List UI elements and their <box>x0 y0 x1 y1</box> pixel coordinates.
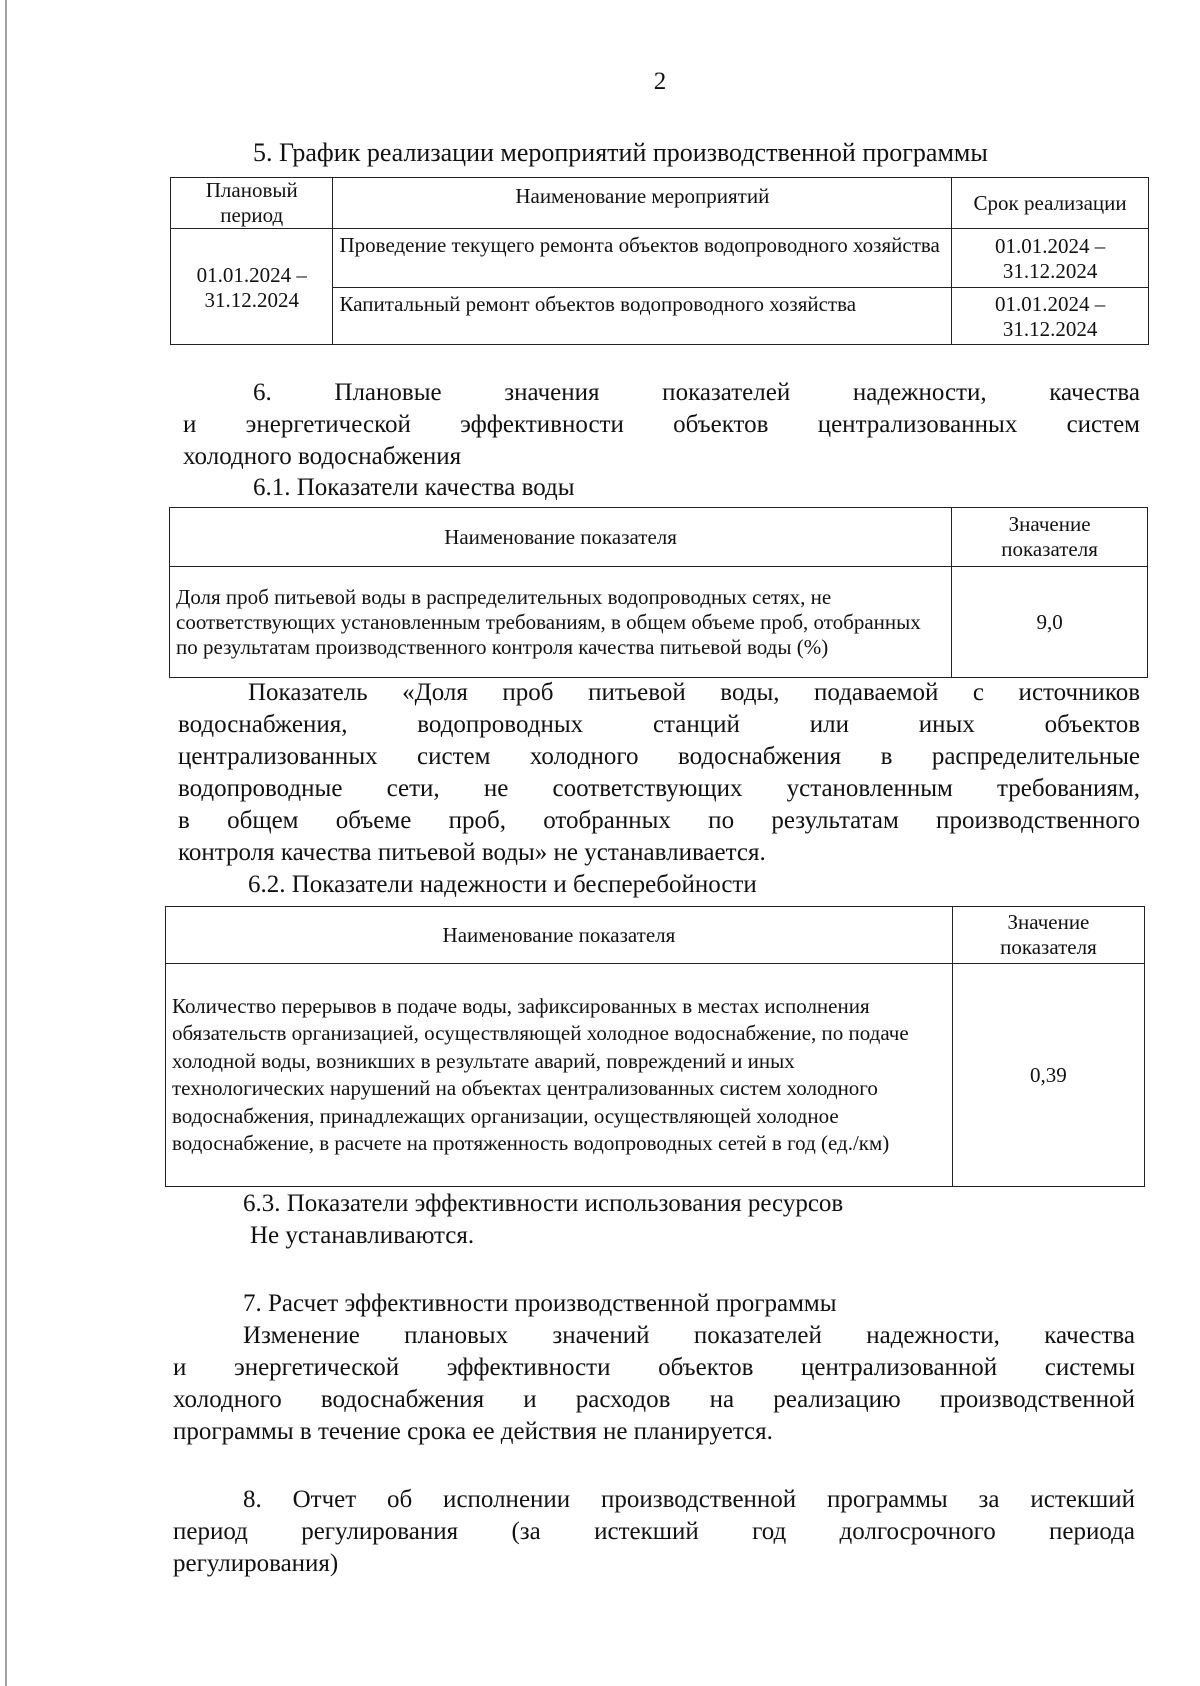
section8-line2: период регулирования (за истекший год долгосрочного периода <box>173 1518 1135 1545</box>
section7-line4: программы в течение срока ее действия не планируется. <box>173 1418 773 1445</box>
quality-table-header <box>170 508 1148 567</box>
reliability-table <box>165 906 1145 1187</box>
section63-text: Не устанавливаются. <box>250 1222 475 1249</box>
term-cell: 01.01.2024 – 31.12.2024 <box>952 288 1149 345</box>
section7-line3: холодного водоснабжения и расходов на реализацию производственной <box>173 1386 1135 1413</box>
header-period: Плановый период <box>171 178 333 229</box>
s61-note-line3: централизованных систем холодного водоснабжения в распределительные <box>178 743 1140 770</box>
s61-note-line1: Показатель «Доля проб питьевой воды, подаваемой с источников <box>248 679 1140 706</box>
quality-table <box>169 507 1148 678</box>
section6-title-line3: холодного водоснабжения <box>183 443 462 470</box>
section8-line1: 8. Отчет об исполнении производственной программы за истекший <box>243 1486 1135 1513</box>
table-row <box>166 964 1145 1187</box>
section7-line1: Изменение плановых значений показателей надежности, качества <box>243 1322 1135 1349</box>
event-cell: Проведение текущего ремонта объектов водопроводного хозяйства <box>333 229 952 288</box>
indicator-name-cell: Количество перерывов в подаче воды, зафиксированных в местах исполнения обязательств организацией, осуществляющей холодное водоснабжение, по подаче холодной воды, возникших в результате аварий, повреждений и иных технологических нарушений на объектах централизованных систем холодного водоснабжения, принадлежащих организации, осуществляющей холодное водоснабжение, в расчете на протяженность водопроводных сетей в год (ед./км) <box>166 964 953 1187</box>
section62-title: 6.2. Показатели надежности и бесперебойности <box>248 871 757 898</box>
section8-line3: регулирования) <box>173 1550 339 1577</box>
indicator-name-cell: Доля проб питьевой воды в распределительных водопроводных сетях, не соответствующих установленным требованиям, в общем объеме проб, отобранных по результатам производственного контроля качества питьевой воды (%) <box>170 567 952 678</box>
table-row <box>171 229 1149 288</box>
page-number: 2 <box>653 68 667 95</box>
header-indicator-value: Значение показателя <box>952 907 1144 964</box>
event-cell <box>333 288 952 345</box>
event-cell-text: Капитальный ремонт объектов водопроводного хозяйства <box>339 292 857 316</box>
section6-title-line2: и энергетической эффективности объектов централизованных систем <box>183 411 1140 438</box>
s61-note-line6: контроля качества питьевой воды» не устанавливается. <box>178 839 766 866</box>
section6-title-line1: 6. Плановые значения показателей надежности, качества <box>253 379 1140 406</box>
indicator-value-cell: 0,39 <box>952 964 1144 1187</box>
s61-note-line5: в общем объеме проб, отобранных по результатам производственного <box>178 807 1140 834</box>
s61-note-line2: водоснабжения, водопроводных станций или иных объектов <box>178 711 1140 738</box>
section5-title: 5. График реализации мероприятий производственной программы <box>253 138 988 167</box>
header-indicator-name: Наименование показателя <box>170 508 952 567</box>
reliability-table-header <box>166 907 1145 964</box>
header-term: Срок реализации <box>952 178 1149 229</box>
term-cell: 01.01.2024 – 31.12.2024 <box>952 229 1149 288</box>
section61-title: 6.1. Показатели качества воды <box>253 474 575 501</box>
header-indicator-value: Значение показателя <box>952 508 1148 567</box>
header-event: Наименование мероприятий <box>333 178 952 229</box>
header-indicator-name: Наименование показателя <box>166 907 953 964</box>
section7-line2: и энергетической эффективности объектов централизованной системы <box>173 1354 1135 1381</box>
section7-title: 7. Расчет эффективности производственной программы <box>243 1290 837 1317</box>
period-cell: 01.01.2024 – 31.12.2024 <box>171 229 333 345</box>
schedule-table <box>170 177 1149 345</box>
indicator-value-cell: 9,0 <box>952 567 1148 678</box>
schedule-table-header <box>171 178 1149 229</box>
section63-title: 6.3. Показатели эффективности использования ресурсов <box>243 1190 844 1217</box>
table-row <box>170 567 1148 678</box>
s61-note-line4: водопроводные сети, не соответствующих установленным требованиям, <box>178 775 1140 802</box>
